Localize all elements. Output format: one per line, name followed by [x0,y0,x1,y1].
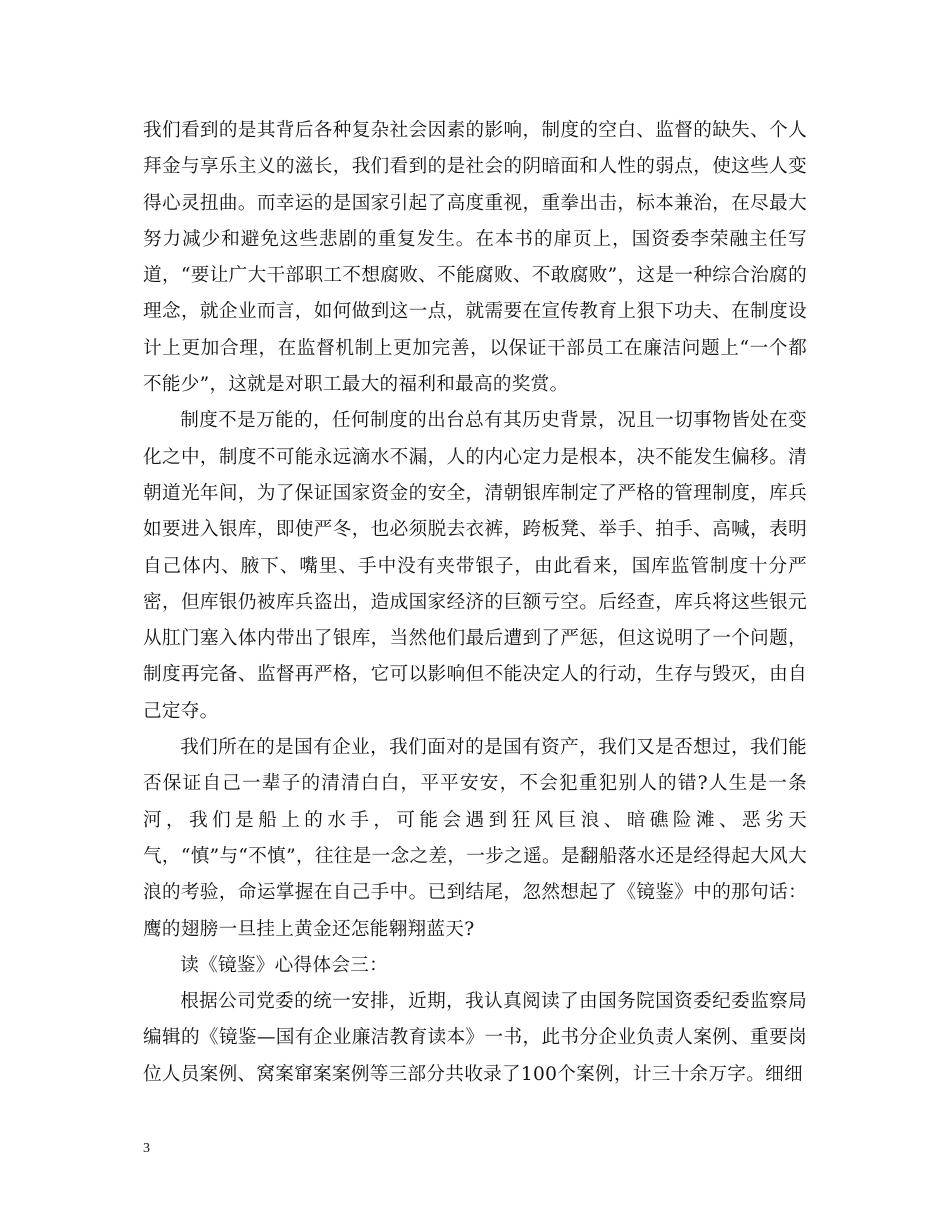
paragraph-3: 我们所在的是国有企业，我们面对的是国有资产，我们又是否想过，我们能否保证自己一辈子的清清白白，平平安安，不会犯重犯别人的错?人生是一条河，我们是船上的水手，可能会遇到狂风巨浪、暗礁险滩、恶劣天气，“慎”与“不慎”，往往是一念之差，一步之遥。是翻船落水还是经得起大风大浪的考验，命运掌握在自己手中。已到结尾，忽然想起了《镜鉴》中的那句话：鹰的翅膀一旦挂上黄金还怎能翱翔蓝天? [143,737,807,940]
paragraph-2: 制度不是万能的，任何制度的出台总有其历史背景，况且一切事物皆处在变化之中，制度不可能永远滴水不漏，人的内心定力是根本，决不能发生偏移。清朝道光年间，为了保证国家资金的安全，清朝银库制定了严格的管理制度，库兵如要进入银库，即使严冬，也必须脱去衣裤，跨板凳、举手、拍手、高喊，表明自己体内、腋下、嘴里、手中没有夹带银子，由此看来，国库监管制度十分严密，但库银仍被库兵盗出，造成国家经济的巨额亏空。后经查，库兵将这些银元从肛门塞入体内带出了银库，当然他们最后遭到了严惩，但这说明了一个问题，制度再完备、监督再严格，它可以影响但不能决定人的行动，生存与毁灭，由自己定夺。 [143,410,807,722]
section-heading: 读《镜鉴》心得体会三： [180,954,389,976]
page-number: 3 [143,1141,150,1156]
paragraph-4: 根据公司党委的统一安排，近期，我认真阅读了由国务院国资委纪委监察局编辑的《镜鉴—国有企业廉洁教育读本》一书，此书分企业负责人案例、重要岗位人员案例、窝案窜案案例等三部分共收录了100个案例，计三十余万字。细细 [143,991,807,1085]
document-body [143,113,807,1093]
paragraph-1: 我们看到的是其背后各种复杂社会因素的影响，制度的空白、监督的缺失、个人拜金与享乐主义的滋长，我们看到的是社会的阴暗面和人性的弱点，使这些人变得心灵扭曲。而幸运的是国家引起了高度重视，重拳出击，标本兼治，在尽最大努力减少和避免这些悲剧的重复发生。在本书的扉页上，国资委李荣融主任写道，“要让广大干部职工不想腐败、不能腐败、不敢腐败”，这是一种综合治腐的理念，就企业而言，如何做到这一点，就需要在宣传教育上狠下功夫、在制度设计上更加合理，在监督机制上更加完善，以保证干部员工在廉洁问题上“一个都不能少”，这就是对职工最大的福利和最高的奖赏。 [143,120,807,396]
